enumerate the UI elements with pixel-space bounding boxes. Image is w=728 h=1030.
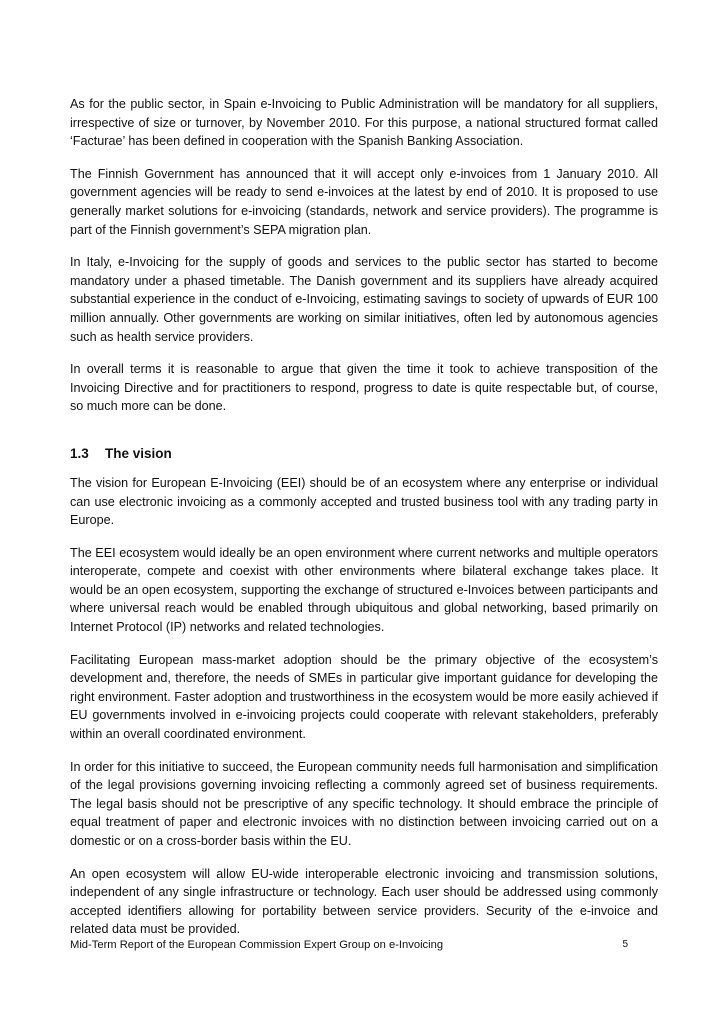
page-number: 5 [622,939,628,950]
section-number: 1.3 [70,445,89,461]
paragraph-overall: In overall terms it is reasonable to argue that given the time it took to achieve transposition of the Invoicing Directive and for practitioners to respond, progress to date is quite respectable but, of course, so much more can be done. [70,362,658,414]
paragraph-spain: As for the public sector, in Spain e-Invoicing to Public Administration will be mandatory for all suppliers, irrespective of size or turnover, by November 2010. For this purpose, a national structured format called ‘Facturae’ has been defined in cooperation with the Spanish Banking Association. [70,97,658,149]
paragraph-italy-denmark: In Italy, e-Invoicing for the supply of goods and services to the public sector has started to become mandatory under a phased timetable. The Danish government and its suppliers have already acquired substantial experience in the conduct of e-Invoicing, estimating savings to society of upwards of EUR 100 million annually. Other governments are working on similar initiatives, often led by autonomous agencies such as health service providers. [70,255,658,344]
paragraph-harmonisation: In order for this initiative to succeed, the European community needs full harmonisation and simplification of the legal provisions governing invoicing reflecting a commonly agreed set of business requirements. The legal basis should not be prescriptive of any specific technology. It should embrace the principle of equal treatment of paper and electronic invoices with no distinction between invoicing carried out on a domestic or on a cross-border basis within the EU. [70,759,658,848]
paragraph-ecosystem: The EEI ecosystem would ideally be an open environment where current networks and multiple operators interoperate, compete and coexist with other environments where bilateral exchange takes place. It would be an open ecosystem, supporting the exchange of structured e-Invoices between participants and where universal reach would be enabled through ubiquitous and global networking, based primarily on Internet Protocol (IP) networks and related technologies. [70,545,658,635]
section-heading [70,444,658,464]
page-body [70,95,658,953]
page-footer [70,937,658,953]
paragraph-vision: The vision for European E-Invoicing (EEI) should be of an ecosystem where any enterprise or individual can use electronic invoicing as a commonly accepted and trusted business tool with any trading party in Europe. [70,475,658,528]
paragraph-open-ecosystem: An open ecosystem will allow EU-wide interoperable electronic invoicing and transmission solutions, independent of any single infrastructure or technology. Each user should be addressed using commonly accepted identifiers allowing for portability between service providers. Security of the e-invoice and related data must be provided. [70,866,658,937]
paragraph-finland: The Finnish Government has announced that it will accept only e-invoices from 1 January 2010. All government agencies will be ready to send e-invoices at the latest by end of 2010. It is proposed to use generally market solutions for e-invoicing (standards, network and service providers). The programme is part of the Finnish government’s SEPA migration plan. [70,166,658,237]
section-title: The vision [105,445,172,461]
footer-text: Mid-Term Report of the European Commission Expert Group on e-Invoicing [70,939,444,951]
paragraph-adoption: Facilitating European mass-market adoption should be the primary objective of the ecosystem’s development and, therefore, the needs of SMEs in particular give important guidance for developing the right environment. Faster adoption and trustworthiness in the ecosystem would be more easily achieved if EU governments involved in e-invoicing projects could cooperate with relevant stakeholders, preferably within an overall coordinated environment. [70,652,659,742]
